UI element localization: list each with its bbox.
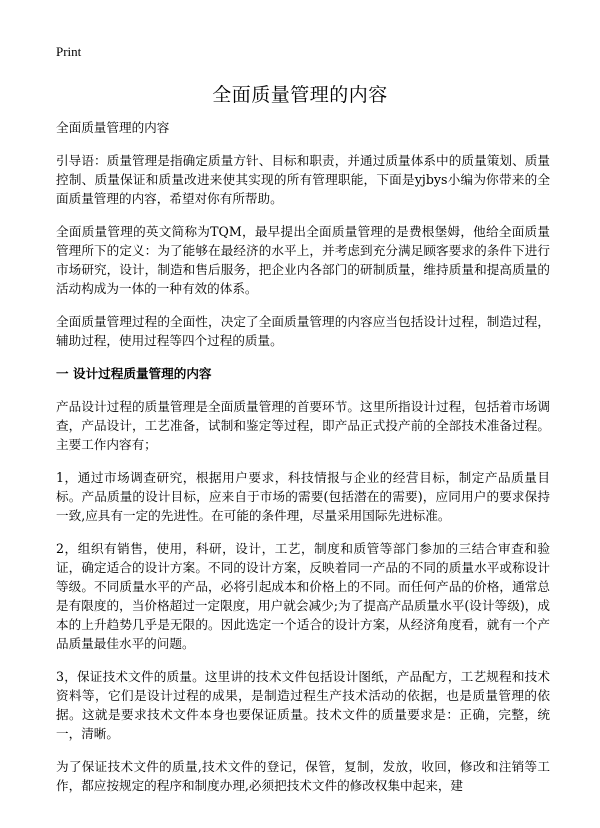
design-intro-paragraph: 产品设计过程的质量管理是全面质量管理的首要环节。这里所指设计过程，包括着市场调查，产品设计，工艺准备，试制和鉴定等过程，即产品正式投产前的全部技术准备过程。主要工作内容有；	[56, 399, 550, 452]
design-item-2: 2，组织有销售，使用，科研，设计，工艺，制度和质管等部门参加的三结合审查和验证，确定适合的设计方案。不同的设计方案，反映着同一产品的不同的质量水平或称设计等级。不同质量水平的产品，必将引起成本和价格上的不同。而任何产品的价格，通常总是有限度的，当价格超过一定限度，用户就会减少;为了提高产品质量水平(设计等级)，成本的上升趋势几乎是无限的。因此选定一个适合的设计方案，从经济角度看，就有一个产品质量最佳水平的问题。	[56, 541, 550, 651]
print-link[interactable]: Print	[56, 44, 82, 59]
design-item-1: 1，通过市场调查研究，根据用户要求，科技情报与企业的经营目标，制定产品质量目标。产品质量的设计目标，应来自于市场的需要(包括潜在的需要)，应同用户的要求保持一致,应具有一定的先进性。在可能的条件理，尽量采用国际先进标准。	[56, 470, 550, 523]
design-item-3: 3，保证技术文件的质量。这里讲的技术文件包括设计图纸，产品配方，工艺规程和技术资料等，它们是设计过程的成果，是制造过程生产技术活动的依据，也是质量管理的依据。这就是要求技术文件本身也要保证质量。技术文件的质量要求是：正确，完整，统一，清晰。	[56, 669, 550, 741]
article-body	[56, 118, 550, 809]
page-title: 全面质量管理的内容	[212, 84, 388, 106]
intro-paragraph: 引导语：质量管理是指确定质量方针、目标和职责，并通过质量体系中的质量策划、质量控制、质量保证和质量改进来使其实现的所有管理职能，下面是yjbys小编为你带来的全面质量管理的内容，希望对你有所帮助。	[56, 153, 550, 206]
section-heading-design: 一 设计过程质量管理的内容	[56, 366, 212, 381]
definition-paragraph: 全面质量管理的英文简称为TQM，最早提出全面质量管理的是费根堡姆，他给全面质量管理所下的定义：为了能够在最经济的水平上，并考虑到充分满足顾客要求的条件下进行市场研究，设计，制造和售后服务，把企业内各部门的研制质量，维持质量和提高质量的活动构成为一体的一种有效的体系。	[56, 224, 550, 296]
scope-paragraph: 全面质量管理过程的全面性，决定了全面质量管理的内容应当包括设计过程，制造过程，辅助过程，使用过程等四个过程的质量。	[56, 314, 550, 348]
article-subtitle: 全面质量管理的内容	[56, 120, 170, 135]
design-item-4: 为了保证技术文件的质量,技术文件的登记，保管，复制，发放，收回，修改和注销等工作，都应按规定的程序和制度办理,必须把技术文件的修改权集中起来，建	[56, 759, 550, 793]
